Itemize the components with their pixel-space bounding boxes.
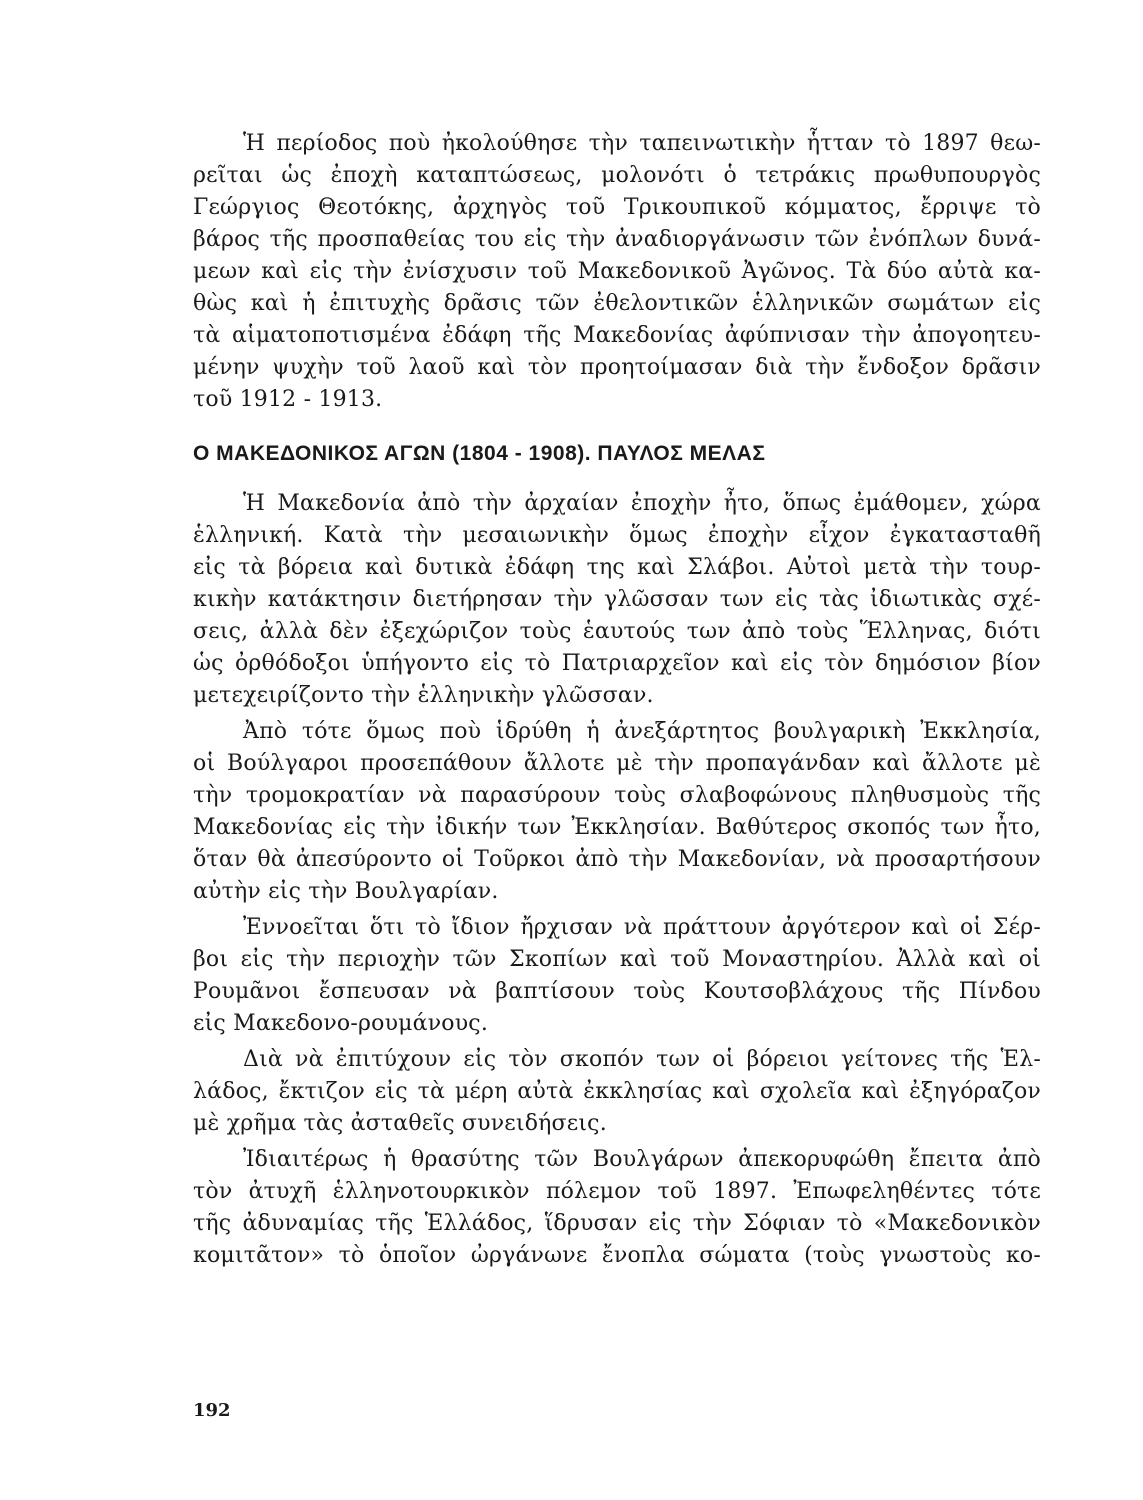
text-line: Γεώργιος Θεοτόκης, ἀρχηγὸς τοῦ Τρικουπικοῦ κόμματος, ἔρριψε τὸ [193, 195, 1041, 220]
text-line: ρεῖται ὡς ἐποχὴ καταπτώσεως, μολονότι ὁ τετράκις πρωθυπουργὸς [193, 163, 1041, 188]
text-line: τὸν ἀτυχῆ ἑλληνοτουρκικὸν πόλεμον τοῦ 1897. Ἐπωφεληθέντες τότε [193, 1179, 1041, 1204]
paragraph [193, 716, 1041, 908]
paragraph [193, 1144, 1041, 1272]
text-line: οἱ Βούλγαροι προσεπάθουν ἄλλοτε μὲ τὴν προπαγάνδαν καὶ ἄλλοτε μὲ [193, 751, 1041, 776]
section-after-heading [193, 488, 1041, 1272]
text-line: τοῦ 1912 - 1913. [193, 387, 383, 412]
paragraph [193, 128, 1041, 416]
text-line: Ἐννοεῖται ὅτι τὸ ἴδιον ἤρχισαν νὰ πράττουν ἀργότερον καὶ οἱ Σέρ- [243, 915, 1041, 940]
text-line: Ἡ περίοδος ποὺ ἠκολούθησε τὴν ταπεινωτικὴν ἧτταν τὸ 1897 θεω- [243, 131, 1041, 156]
text-line: Ἡ Μακεδονία ἀπὸ τὴν ἀρχαίαν ἐποχὴν ἦτο, ὅπως ἐμάθομεν, χώρα [243, 491, 1041, 516]
text-line: Ρουμᾶνοι ἔσπευσαν νὰ βαπτίσουν τοὺς Κουτσοβλάχους τῆς Πίνδου [193, 979, 1041, 1004]
text-line: τῆς ἀδυναμίας τῆς Ἑλλάδος, ἵδρυσαν εἰς τὴν Σόφιαν τὸ «Μακεδονικὸν [193, 1211, 1041, 1236]
text-line: ἑλληνική. Κατὰ τὴν μεσαιωνικὴν ὅμως ἐποχὴν εἶχον ἐγκατασταθῆ [193, 523, 1041, 548]
text-line: λάδος, ἔκτιζον εἰς τὰ μέρη αὐτὰ ἐκκλησίας καὶ σχολεῖα καὶ ἐξηγόραζον [193, 1079, 1041, 1104]
text-line: Ἀπὸ τότε ὅμως ποὺ ἱδρύθη ἡ ἀνεξάρτητος βουλγαρικὴ Ἐκκλησία, [243, 719, 1041, 744]
section-before-heading [193, 128, 1041, 416]
book-page-body [193, 128, 1041, 1276]
text-line: Ἰδιαιτέρως ἡ θρασύτης τῶν Βουλγάρων ἀπεκορυφώθη ἔπειτα ἀπὸ [243, 1147, 1041, 1172]
text-line: θὼς καὶ ἡ ἐπιτυχὴς δρᾶσις τῶν ἐθελοντικῶν ἑλληνικῶν σωμάτων εἰς [193, 291, 1041, 316]
text-line: μεων καὶ εἰς τὴν ἐνίσχυσιν τοῦ Μακεδονικοῦ Ἀγῶνος. Τὰ δύο αὐτὰ κα- [193, 259, 1041, 284]
text-line: Διὰ νὰ ἐπιτύχουν εἰς τὸν σκοπόν των οἱ βόρειοι γείτονες τῆς Ἑλ- [243, 1047, 1041, 1072]
text-line: μετεχειρίζοντο τὴν ἑλληνικὴν γλῶσσαν. [193, 683, 654, 708]
text-line: βάρος τῆς προσπαθείας του εἰς τὴν ἀναδιοργάνωσιν τῶν ἐνόπλων δυνά- [193, 227, 1041, 252]
text-line: εἰς τὰ βόρεια καὶ δυτικὰ ἐδάφη της καὶ Σλάβοι. Αὐτοὶ μετὰ τὴν τουρ- [193, 555, 1041, 580]
text-line: τὴν τρομοκρατίαν νὰ παρασύρουν τοὺς σλαβοφώνους πληθυσμοὺς τῆς [193, 783, 1041, 808]
paragraph [193, 488, 1041, 712]
text-line: σεις, ἀλλὰ δὲν ἐξεχώριζον τοὺς ἑαυτούς των ἀπὸ τοὺς Ἕλληνας, διότι [193, 619, 1041, 644]
text-line: μένην ψυχὴν τοῦ λαοῦ καὶ τὸν προητοίμασαν διὰ τὴν ἔνδοξον δρᾶσιν [193, 355, 1041, 380]
paragraph [193, 1044, 1041, 1140]
text-line: αὐτὴν εἰς τὴν Βουλγαρίαν. [193, 879, 499, 904]
text-line: ὅταν θὰ ἀπεσύροντο οἱ Τοῦρκοι ἀπὸ τὴν Μακεδονίαν, νὰ προσαρτήσουν [193, 847, 1041, 872]
text-line: κομιτᾶτον» τὸ ὁποῖον ὠργάνωνε ἔνοπλα σώματα (τοὺς γνωστοὺς κο- [193, 1243, 1041, 1268]
page-number: 192 [193, 1400, 231, 1421]
paragraph [193, 912, 1041, 1040]
text-line: κικὴν κατάκτησιν διετήρησαν τὴν γλῶσσαν των εἰς τὰς ἰδιωτικὰς σχέ- [193, 587, 1041, 612]
text-line: βοι εἰς τὴν περιοχὴν τῶν Σκοπίων καὶ τοῦ Μοναστηρίου. Ἀλλὰ καὶ οἱ [193, 947, 1041, 972]
text-line: μὲ χρῆμα τὰς ἀσταθεῖς συνειδήσεις. [193, 1111, 607, 1136]
text-line: ὡς ὀρθόδοξοι ὑπήγοντο εἰς τὸ Πατριαρχεῖον καὶ εἰς τὸν δημόσιον βίον [193, 651, 1041, 676]
text-line: τὰ αἱματοποτισμένα ἐδάφη τῆς Μακεδονίας ἀφύπνισαν τὴν ἀπογοητευ- [193, 323, 1041, 348]
text-line: εἰς Μακεδονο-ρουμάνους. [193, 1011, 489, 1036]
section-heading: Ο ΜΑΚΕΔΟΝΙΚΟΣ ΑΓΩΝ (1804 - 1908). ΠΑΥΛΟΣ ΜΕΛΑΣ [193, 442, 766, 465]
text-line: Μακεδονίας εἰς τὴν ἰδικήν των Ἐκκλησίαν. Βαθύτερος σκοπός των ἦτο, [193, 815, 1041, 840]
